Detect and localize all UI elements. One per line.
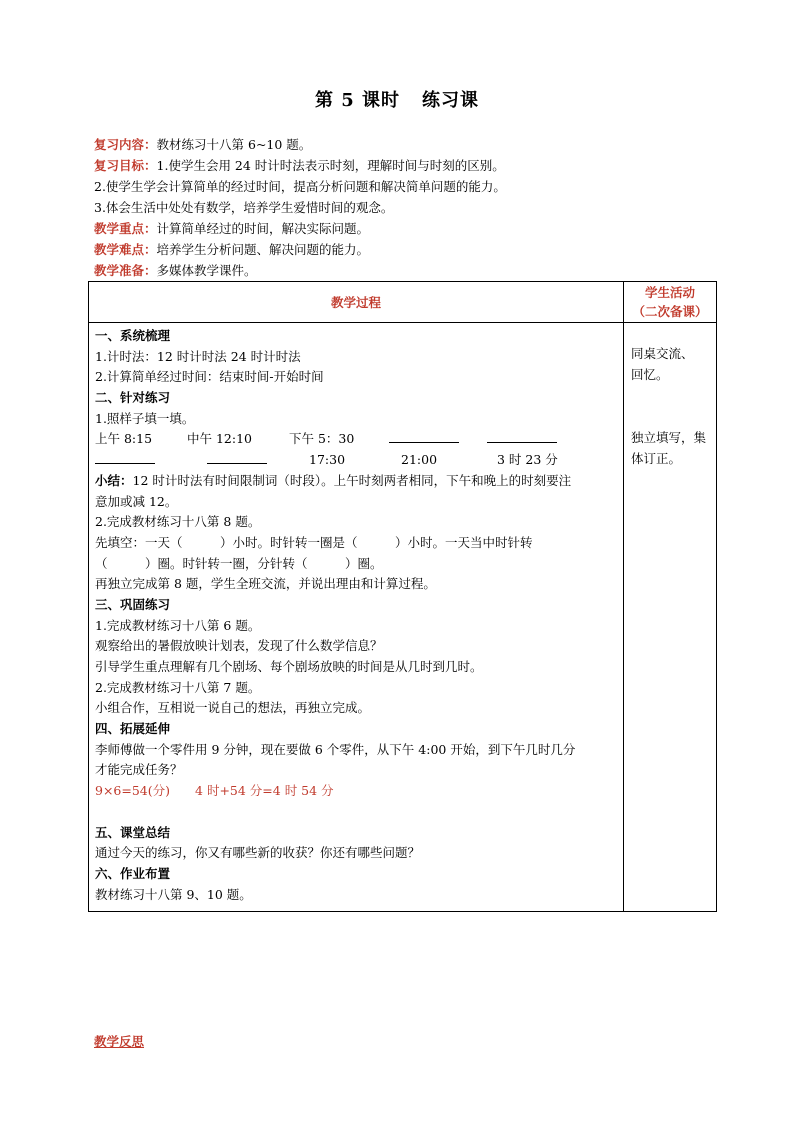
teaching-preparation: 教学准备：多媒体教学课件。: [94, 263, 257, 278]
time-item: 21:00: [401, 452, 438, 468]
lesson-intro: [94, 134, 716, 281]
table-body-row: [89, 323, 717, 912]
section-title: 六、作业布置: [95, 865, 171, 881]
student-activity-cell: [624, 323, 717, 912]
review-content: 复习内容：教材练习十八第 6~10 题。: [94, 137, 312, 152]
text-line: 意加或减 12。: [95, 493, 178, 509]
fill-blank: [95, 450, 155, 464]
text-line: 引导学生重点理解有几个剧场、每个剧场放映的时间是从几时到几时。: [95, 659, 483, 674]
time-row-1: [95, 429, 617, 450]
table-header-row: [89, 282, 717, 323]
fill-blank: [207, 450, 267, 464]
review-goal-3: 3.体会生活中处处有数学，培养学生爱惜时间的观念。: [94, 200, 394, 215]
text-line: 李师傅做一个零件用 9 分钟，现在要做 6 个零件，从下午 4:00 开始，到下午几时几分: [95, 741, 576, 757]
header-student-activity: 学生活动 （二次备课）: [624, 282, 717, 323]
text-line: 1.照样子填一填。: [95, 410, 195, 426]
section-title: 四、拓展延伸: [95, 721, 171, 737]
teaching-key-point: 教学重点：计算简单经过的时间，解决实际问题。: [94, 221, 370, 236]
review-goal: 复习目标：1.使学生会用 24 时计时法表示时刻，理解时间与时刻的区别。: [94, 158, 505, 173]
fill-blank: [487, 429, 557, 443]
teaching-difficulty: 教学难点：培养学生分析问题、解决问题的能力。: [94, 242, 370, 257]
time-item: 下午 5：30: [289, 431, 355, 447]
time-item: 上午 8:15: [95, 431, 153, 447]
teaching-reflection-heading: 教学反思: [94, 1034, 145, 1049]
time-row-2: [95, 450, 617, 471]
text-line: 先填空：一天（ ）小时。时针转一圈是（ ）小时。一天当中时针转: [95, 534, 533, 550]
section-title: 三、巩固练习: [95, 596, 171, 612]
text-line: 2.完成教材练习十八第 7 题。: [95, 679, 261, 695]
text-line: 观察给出的暑假放映计划表，发现了什么数学信息？: [95, 638, 383, 654]
answer-line: 9×6=54(分) 4 时+54 分=4 时 54 分: [95, 783, 334, 799]
text-line: 2.计算简单经过时间：结束时间-开始时间: [95, 369, 324, 385]
text-line: 再独立完成第 8 题，学生全班交流，并说出理由和计算过程。: [95, 576, 436, 592]
activity-note: 同桌交流、: [631, 346, 694, 361]
activity-note: 独立填写，集: [631, 430, 707, 445]
fill-blank: [389, 429, 459, 443]
teaching-process-cell: [89, 323, 624, 912]
lesson-name: 练习课: [422, 90, 480, 111]
text-line: 通过今天的练习，你又有哪些新的收获？你还有哪些问题？: [95, 845, 421, 861]
text-line: 2.完成教材练习十八第 8 题。: [95, 514, 261, 530]
text-line: 小组合作，互相说一说自己的想法，再独立完成。: [95, 700, 371, 716]
summary-line: 小结：12 时计时法有时间限制词（时段）。上午时刻两者相同，下午和晚上的时刻要注: [95, 472, 572, 488]
time-item: 3 时 23 分: [497, 452, 558, 468]
time-item: 中午 12:10: [187, 431, 252, 447]
header-teaching-process: 教学过程: [89, 282, 624, 323]
activity-note: 体订正。: [631, 451, 682, 466]
activity-note: 回忆。: [631, 367, 669, 382]
page-title: [0, 86, 794, 112]
text-line: 1.完成教材练习十八第 6 题。: [95, 617, 261, 633]
text-line: 才能完成任务？: [95, 762, 183, 778]
lesson-number: 第 5 课时: [314, 90, 401, 111]
text-line: 教材练习十八第 9、10 题。: [95, 886, 252, 902]
time-item: 17:30: [309, 452, 346, 468]
spacer-line: [95, 802, 617, 823]
text-line: （ ）圈。时针转一圈，分针转（ ）圈。: [95, 555, 383, 571]
section-title: 一、系统梳理: [95, 328, 171, 343]
lesson-table: [88, 281, 717, 912]
section-title: 五、课堂总结: [95, 824, 171, 840]
text-line: 1.计时法：12 时计时法 24 时计时法: [95, 348, 301, 364]
review-goal-2: 2.使学生学会计算简单的经过时间，提高分析问题和解决简单问题的能力。: [94, 179, 506, 194]
section-title: 二、针对练习: [95, 390, 171, 406]
